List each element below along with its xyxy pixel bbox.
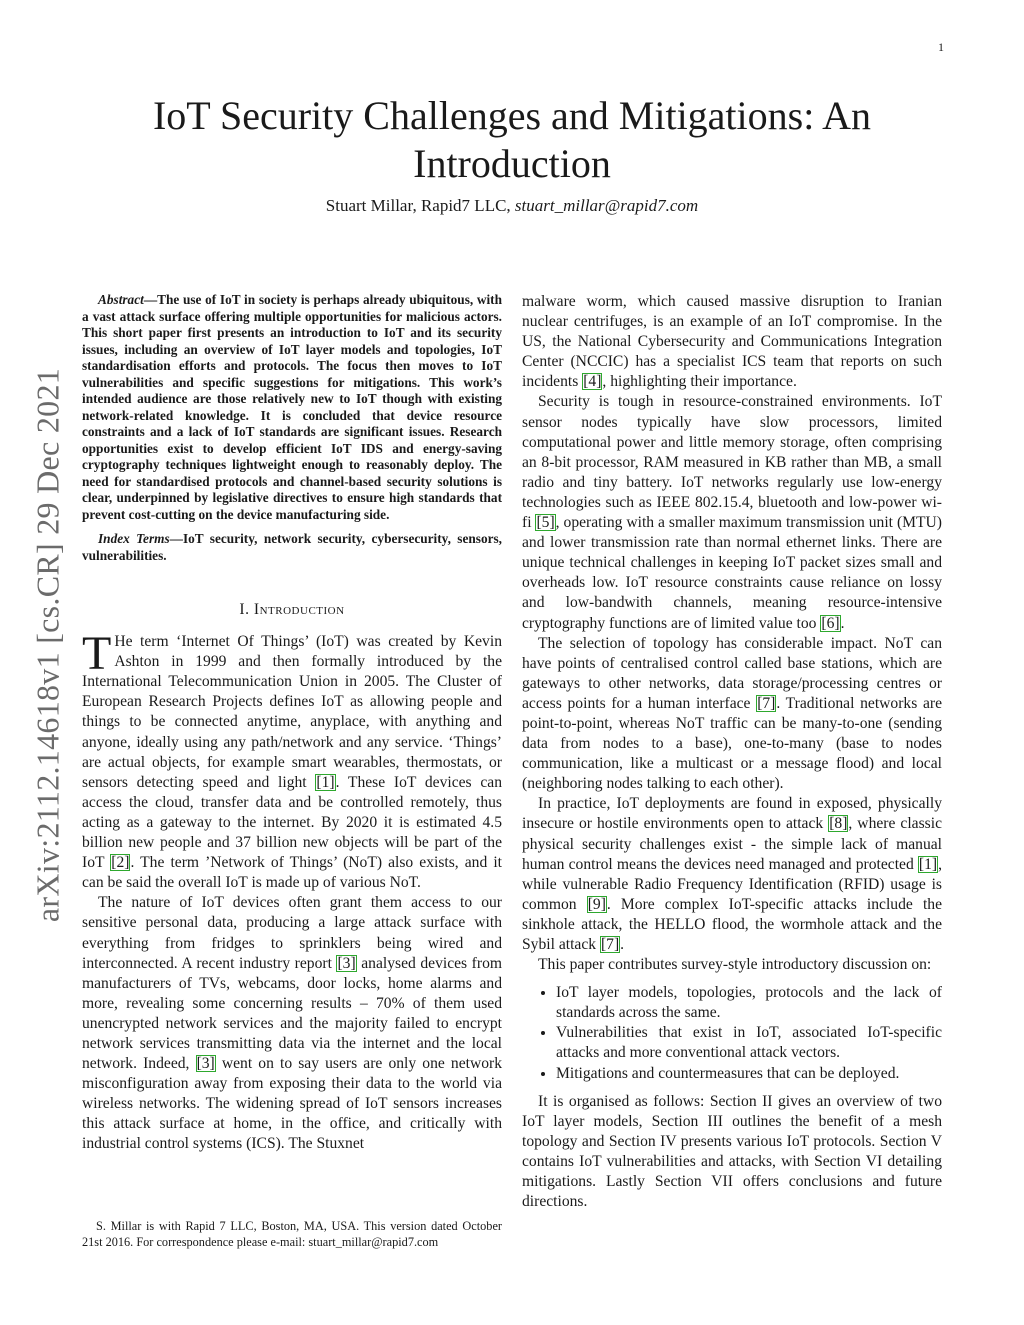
citation-link[interactable]: [5]: [536, 514, 555, 532]
author-email: stuart_millar@rapid7.com: [514, 196, 699, 215]
abstract: [82, 292, 502, 523]
text-run: , operating with a smaller maximum transmission unit (MTU) and lower transmission rate than normal ethernet links. There are unique technical challenges in keeping IoT packet sizes small and overheads low. IoT resource constraints cause reliance on lossy and low-bandwith channels, meaning resource-intensive cryptography functions are of limited value too: [522, 514, 942, 632]
intro-paragraph-1: [82, 627, 502, 893]
page-number: 1: [938, 40, 944, 54]
contribution-list: [522, 983, 942, 1083]
list-item: • IoT layer models, topologies, protocols and the lack of standards across the same.: [556, 983, 942, 1023]
text-run: , highlighting their importance.: [602, 373, 797, 391]
text-run: . More complex IoT-specific attacks include the sinkhole attack, the HELLO flood, the wormhole attack and the Sybil attack: [522, 895, 942, 953]
section-number: I.: [239, 601, 254, 618]
paragraph-organisation: It is organised as follows: Section II gives an overview of two IoT layer models, Section III outlines the benefit of a mesh topology and Section IV presents various IoT protocols. Section V contains IoT vulnerabilities and attacks, with Section VI detailing mitigations. Lastly Section VII offers conclusions and future directions.: [522, 1092, 942, 1211]
list-item: • Vulnerabilities that exist in IoT, associated IoT-specific attacks and more conventional attack vectors.: [556, 1023, 942, 1063]
intro-paragraph-2: [82, 893, 502, 1154]
footnote: S. Millar is with Rapid 7 LLC, Boston, MA, USA. This version dated October 21st 2016. For correspondence please e-mail: stuart_millar@rapid7.com: [82, 1219, 502, 1249]
text-run: malware worm, which caused massive disruption to Iranian nuclear centrifuges, is an example of an IoT compromise. In the US, the National Cybersecurity and Communications Integration Center (NCCIC) has a specialist ICS team that reports on such incidents: [522, 293, 942, 391]
text-run: . These IoT devices can access the cloud, transfer data and be controlled remotely, thus acting as a gateway to the internet. By 2020 it is estimated 4.5 billion new people and 37 billion new objects will be part of the IoT: [82, 773, 502, 872]
abstract-label: Abstract: [98, 292, 144, 307]
citation-link[interactable]: [8]: [829, 815, 848, 833]
paragraph-contributions: This paper contributes survey-style introductory discussion on:: [538, 956, 932, 974]
citation-link[interactable]: [7]: [757, 694, 776, 712]
citation-link[interactable]: [1]: [918, 855, 938, 873]
section-heading-introduction: [82, 600, 502, 620]
list-item: • Mitigations and countermeasures that can be deployed.: [556, 1064, 942, 1084]
author-name: Stuart Millar, Rapid7 LLC,: [325, 196, 515, 215]
citation-link[interactable]: [1]: [316, 773, 335, 791]
text-run: The nature of IoT devices often grant them access to our sensitive personal data, producing a large attack surface with everything from fridges to sprinklers being wired and interconnected. A recent industry report: [82, 894, 502, 972]
index-terms-text: —IoT security, network security, cybersecurity, sensors, vulnerabilities.: [82, 531, 502, 563]
text-run: He term ‘Internet Of Things’ (IoT) was created by Kevin Ashton in 1999 and then formally introduced by the International Telecommunication Union in 2005. The Cluster of European Research Projects defines IoT as allowing people and things to be connected anytime, anyplace, with anything and anyone, ideally using any path/network and any service. ‘Things’ are actual objects, for example smart wearables, thermostats, or sensors detecting speed and light: [82, 633, 502, 791]
index-terms: [82, 531, 502, 564]
abstract-text: —The use of IoT in society is perhaps already ubiquitous, with a vast attack surface offering multiple opportunities for malicious actors. This short paper first presents an introduction to IoT and its security issues, including an overview of IoT layer models and topologies, IoT standardisation efforts and protocols. The focus then moves to IoT vulnerabilities and specific suggestions for mitigations. This work’s intended audience are those relatively new to IoT though with existing network-related knowledge. It is concluded that device resource constraints and a lack of IoT standards are significant issues. Research opportunities exist to develop efficient IoT IDS and energy-saving cryptography techniques lightweight enough to reasonably deploy. The need for standardised protocols and channel-based security solutions is clear, underpinned by legislative directives to ensure high standards that prevent cost-cutting on the device manufacturing side.: [82, 292, 502, 522]
citation-link[interactable]: [9]: [587, 895, 606, 913]
arxiv-identifier: arXiv:2112.14618v1 [cs.CR] 29 Dec 2021: [29, 367, 66, 923]
paragraph-resource-constraints: [522, 392, 942, 633]
left-column: [82, 292, 502, 1155]
text-run: , where classic physical security challenges exist - the simple lack of manual human control means the devices need managed and protected: [522, 815, 942, 873]
citation-link[interactable]: [7]: [600, 936, 620, 953]
paragraph-deployments: [522, 794, 942, 955]
citation-link[interactable]: [2]: [111, 854, 130, 872]
citation-link[interactable]: [4]: [583, 373, 602, 391]
right-column: [522, 292, 942, 1212]
text-run: The selection of topology has considerable impact. NoT can have points of centralised control called base stations, which are gateways to other networks, data storage/processing centres or access points for a human interface: [522, 634, 942, 712]
text-run: . The term ’Network of Things’ (NoT) also exists, and it can be said the overall IoT is made up of various NoT.: [82, 854, 502, 892]
citation-link[interactable]: [3]: [196, 1055, 215, 1073]
text-run: went on to say users are only one network misconfiguration away from exposing their data to the world via wireless networks. The widening spread of IoT sensors increases this attack surface at home, in the office, and critically with industrial control systems (ICS). The Stuxnet: [82, 1055, 503, 1153]
citation-link[interactable]: [6]: [821, 614, 840, 632]
text-run: In practice, IoT deployments are found in exposed, physically insecure or hostile environments open to attack: [522, 795, 942, 833]
paragraph-topology: [522, 634, 942, 795]
paragraph-stuxnet: [522, 292, 942, 392]
text-run: .: [840, 614, 845, 632]
index-terms-label: Index Terms: [98, 531, 170, 546]
text-run: analysed devices from manufacturers of TVs, webcams, door locks, home alarms and more, revealing some concerning results – 70% of them used unencrypted network services and the majority failed to encrypt network services transmitting data via the internet and the local network. Indeed,: [82, 954, 502, 1073]
citation-link[interactable]: [3]: [337, 954, 356, 972]
section-title: Introduction: [253, 601, 345, 618]
text-run: .: [620, 936, 625, 953]
text-run: . Traditional networks are point-to-point, whereas NoT traffic can be many-to-one (sending data from nodes to a base), one-to-many (base to nodes communication, like a multicast or a message flood) and local (neighboring nodes talking to each other).: [522, 694, 943, 793]
paper-title: IoT Security Challenges and Mitigations: An Introduction: [152, 93, 872, 186]
drop-cap: T: [82, 627, 112, 681]
author-line: [100, 196, 924, 216]
text-run: , while vulnerable Radio Frequency Identification (RFID) usage is common: [522, 855, 942, 913]
text-run: Security is tough in resource-constrained environments. IoT sensor nodes typically have slow processors, limited computational power and little memory storage, often comprising an 8-bit processor, RAM measured in KB rather than MB, a small radio and tiny battery. IoT networks regularly use low-energy technologies such as IEEE 802.15.4, bluetooth and low-power wi-fi: [522, 393, 942, 532]
